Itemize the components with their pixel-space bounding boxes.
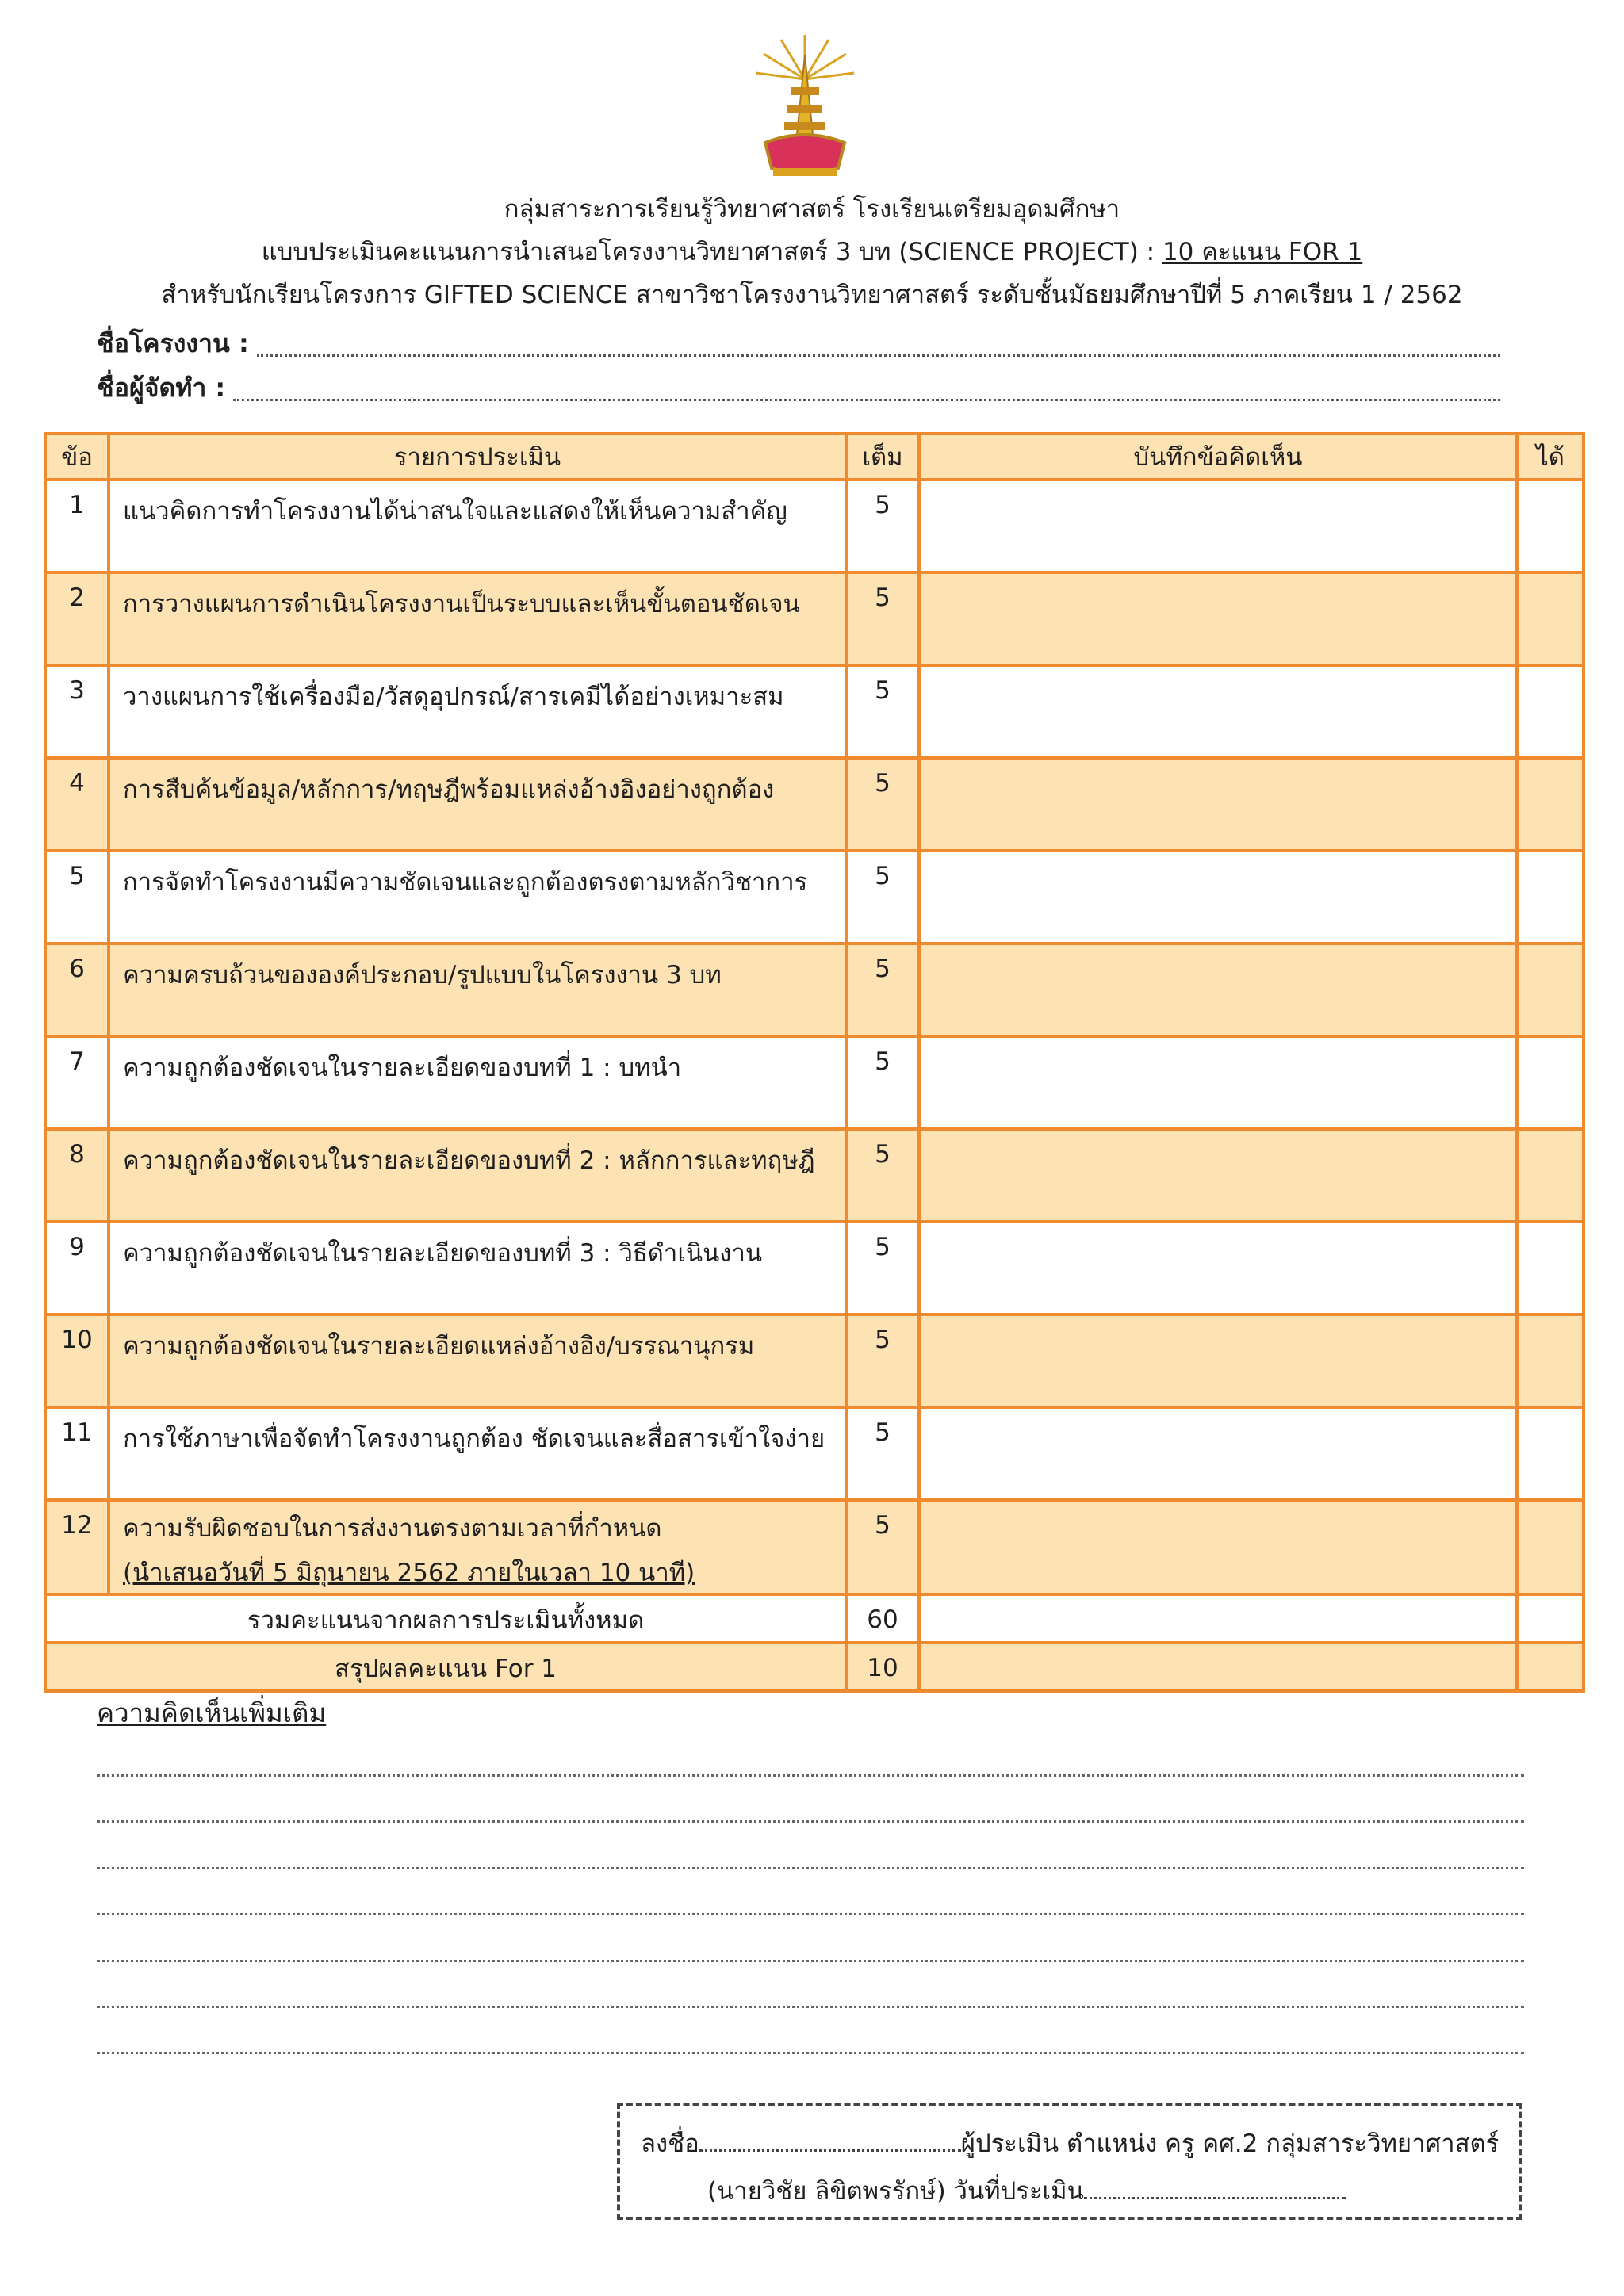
row-comment-cell[interactable] bbox=[919, 758, 1517, 851]
signature-line bbox=[641, 2123, 1499, 2163]
row-item: ความถูกต้องชัดเจนในรายละเอียดของบทที่ 2 : หลักการและทฤษฎี bbox=[109, 1129, 846, 1222]
header-item: รายการประเมิน bbox=[109, 434, 846, 480]
row-item: การวางแผนการดำเนินโครงงานเป็นระบบและเห็นขั้นตอนชัดเจน bbox=[109, 572, 846, 665]
row-item: แนวคิดการทำโครงงานได้น่าสนใจและแสดงให้เห็นความสำคัญ bbox=[109, 480, 846, 572]
row-full-score: 5 bbox=[846, 758, 919, 851]
header-comment: บันทึกข้อคิดเห็น bbox=[919, 434, 1517, 480]
row-score-cell[interactable] bbox=[1517, 943, 1584, 1036]
row-item: วางแผนการใช้เครื่องมือ/วัสดุอุปกรณ์/สารเคมีได้อย่างเหมาะสม bbox=[109, 665, 846, 758]
row-score-cell[interactable] bbox=[1517, 1036, 1584, 1129]
table-row bbox=[45, 758, 1584, 851]
author-dotted-line bbox=[233, 399, 1500, 401]
total-score-cell[interactable] bbox=[1517, 1594, 1584, 1643]
date-label: วันที่ประเมิน bbox=[953, 2177, 1084, 2206]
header-form-title bbox=[0, 236, 1624, 268]
row-item: การสืบค้นข้อมูล/หลักการ/ทฤษฎีพร้อมแหล่งอ้างอิงอย่างถูกต้อง bbox=[109, 758, 846, 851]
row-full-score: 5 bbox=[846, 1129, 919, 1222]
row-number: 6 bbox=[45, 943, 109, 1036]
row-score-cell[interactable] bbox=[1517, 1222, 1584, 1314]
row-number: 5 bbox=[45, 851, 109, 943]
table-row bbox=[45, 1036, 1584, 1129]
total-value: 60 bbox=[846, 1594, 919, 1643]
total-label: รวมคะแนนจากผลการประเมินทั้งหมด bbox=[45, 1594, 846, 1643]
row-item-note: (นำเสนอวันที่ 5 มิถุนายน 2562 ภายในเวลา 10 นาที) bbox=[123, 1559, 695, 1587]
summary-comment-cell[interactable] bbox=[919, 1643, 1517, 1691]
form-title-score: 10 คะแนน FOR 1 bbox=[1162, 238, 1363, 266]
table-row bbox=[45, 1314, 1584, 1407]
form-title-text: แบบประเมินคะแนนการนำเสนอโครงงานวิทยาศาสตร์ 3 บท (SCIENCE PROJECT) : bbox=[261, 238, 1162, 266]
row-comment-cell[interactable] bbox=[919, 1407, 1517, 1500]
row-full-score: 5 bbox=[846, 1407, 919, 1500]
header-full: เต็ม bbox=[846, 434, 919, 480]
row-comment-cell[interactable] bbox=[919, 943, 1517, 1036]
signature-box bbox=[617, 2103, 1522, 2220]
author-field[interactable] bbox=[97, 368, 1500, 408]
summary-score-cell[interactable] bbox=[1517, 1643, 1584, 1691]
row-score-cell[interactable] bbox=[1517, 1129, 1584, 1222]
comment-line[interactable] bbox=[97, 1960, 1524, 1962]
row-number: 2 bbox=[45, 572, 109, 665]
row-number: 4 bbox=[45, 758, 109, 851]
table-header-row bbox=[45, 434, 1584, 480]
row-comment-cell[interactable] bbox=[919, 480, 1517, 572]
total-row bbox=[45, 1594, 1584, 1643]
row-score-cell[interactable] bbox=[1517, 851, 1584, 943]
row-item bbox=[109, 1500, 846, 1594]
row-number: 11 bbox=[45, 1407, 109, 1500]
total-comment-cell[interactable] bbox=[919, 1594, 1517, 1643]
evaluator-position: ผู้ประเมิน ตำแหน่ง ครู คศ.2 กลุ่มสาระวิทยาศาสตร์ bbox=[960, 2130, 1500, 2158]
evaluator-name: (นายวิชัย ลิขิตพรรักษ์) bbox=[707, 2177, 946, 2206]
school-emblem-icon bbox=[749, 32, 860, 182]
summary-label: สรุปผลคะแนน For 1 bbox=[45, 1643, 846, 1691]
row-item: การใช้ภาษาเพื่อจัดทำโครงงานถูกต้อง ชัดเจนและสื่อสารเข้าใจง่าย bbox=[109, 1407, 846, 1500]
row-number: 8 bbox=[45, 1129, 109, 1222]
row-number: 10 bbox=[45, 1314, 109, 1407]
row-full-score: 5 bbox=[846, 572, 919, 665]
comment-line[interactable] bbox=[97, 1867, 1524, 1869]
additional-comments-title: ความคิดเห็นเพิ่มเติม bbox=[97, 1697, 327, 1728]
header-department: กลุ่มสาระการเรียนรู้วิทยาศาสตร์ โรงเรียนเตรียมอุดมศึกษา bbox=[504, 195, 1120, 224]
row-item: ความถูกต้องชัดเจนในรายละเอียดแหล่งอ้างอิง/บรรณานุกรม bbox=[109, 1314, 846, 1407]
evaluator-name-line bbox=[707, 2171, 1346, 2210]
row-full-score: 5 bbox=[846, 1222, 919, 1314]
comment-line[interactable] bbox=[97, 1913, 1524, 1915]
evaluation-table bbox=[44, 432, 1585, 1693]
table-row bbox=[45, 851, 1584, 943]
row-full-score: 5 bbox=[846, 480, 919, 572]
table-row bbox=[45, 572, 1584, 665]
row-comment-cell[interactable] bbox=[919, 572, 1517, 665]
table-row bbox=[45, 1222, 1584, 1314]
row-comment-cell[interactable] bbox=[919, 1314, 1517, 1407]
comment-line[interactable] bbox=[97, 2052, 1524, 2054]
comment-line[interactable] bbox=[97, 1820, 1524, 1823]
row-comment-cell[interactable] bbox=[919, 1129, 1517, 1222]
table-row bbox=[45, 1407, 1584, 1500]
row-item: การจัดทำโครงงานมีความชัดเจนและถูกต้องตรงตามหลักวิชาการ bbox=[109, 851, 846, 943]
row-number: 3 bbox=[45, 665, 109, 758]
table-row bbox=[45, 665, 1584, 758]
row-score-cell[interactable] bbox=[1517, 665, 1584, 758]
row-comment-cell[interactable] bbox=[919, 851, 1517, 943]
row-number: 7 bbox=[45, 1036, 109, 1129]
row-full-score: 5 bbox=[846, 943, 919, 1036]
project-name-dotted-line bbox=[257, 354, 1500, 357]
row-score-cell[interactable] bbox=[1517, 1407, 1584, 1500]
comment-line[interactable] bbox=[97, 2006, 1524, 2008]
table-row bbox=[45, 480, 1584, 572]
summary-row bbox=[45, 1643, 1584, 1691]
row-number: 9 bbox=[45, 1222, 109, 1314]
row-number: 1 bbox=[45, 480, 109, 572]
row-score-cell[interactable] bbox=[1517, 758, 1584, 851]
row-full-score: 5 bbox=[846, 1036, 919, 1129]
row-comment-cell[interactable] bbox=[919, 665, 1517, 758]
date-field[interactable] bbox=[1084, 2197, 1346, 2199]
row-item: ความครบถ้วนขององค์ประกอบ/รูปแบบในโครงงาน 3 บท bbox=[109, 943, 846, 1036]
project-name-field[interactable] bbox=[97, 323, 1500, 364]
row-full-score: 5 bbox=[846, 665, 919, 758]
row-comment-cell[interactable] bbox=[919, 1036, 1517, 1129]
row-comment-cell[interactable] bbox=[919, 1500, 1517, 1594]
header-no: ข้อ bbox=[45, 434, 109, 480]
row-full-score: 5 bbox=[846, 851, 919, 943]
table-row bbox=[45, 1500, 1584, 1594]
summary-value: 10 bbox=[846, 1643, 919, 1691]
row-item: ความถูกต้องชัดเจนในรายละเอียดของบทที่ 3 : วิธีดำเนินงาน bbox=[109, 1222, 846, 1314]
row-score-cell[interactable] bbox=[1517, 480, 1584, 572]
row-item-text: ความรับผิดชอบในการส่งงานตรงตามเวลาที่กำหนด bbox=[123, 1514, 662, 1543]
row-score-cell[interactable] bbox=[1517, 572, 1584, 665]
row-score-cell[interactable] bbox=[1517, 1500, 1584, 1594]
table-row bbox=[45, 943, 1584, 1036]
author-label: ชื่อผู้จัดทำ : bbox=[97, 373, 226, 403]
header-program: สำหรับนักเรียนโครงการ GIFTED SCIENCE สาขาวิชาโครงงานวิทยาศาสตร์ ระดับชั้นมัธยมศึกษาปีที่ 5 ภาคเรียน 1 / 2562 bbox=[161, 281, 1463, 309]
row-comment-cell[interactable] bbox=[919, 1222, 1517, 1314]
row-full-score: 5 bbox=[846, 1314, 919, 1407]
project-name-label: ชื่อโครงงาน : bbox=[97, 328, 249, 358]
row-score-cell[interactable] bbox=[1517, 1314, 1584, 1407]
header-score: ได้ bbox=[1517, 434, 1584, 480]
row-item: ความถูกต้องชัดเจนในรายละเอียดของบทที่ 1 : บทนำ bbox=[109, 1036, 846, 1129]
row-full-score: 5 bbox=[846, 1500, 919, 1594]
sign-label: ลงชื่อ bbox=[641, 2130, 699, 2158]
comment-line[interactable] bbox=[97, 1774, 1524, 1777]
signature-field[interactable] bbox=[699, 2149, 961, 2152]
row-number: 12 bbox=[45, 1500, 109, 1594]
table-row bbox=[45, 1129, 1584, 1222]
